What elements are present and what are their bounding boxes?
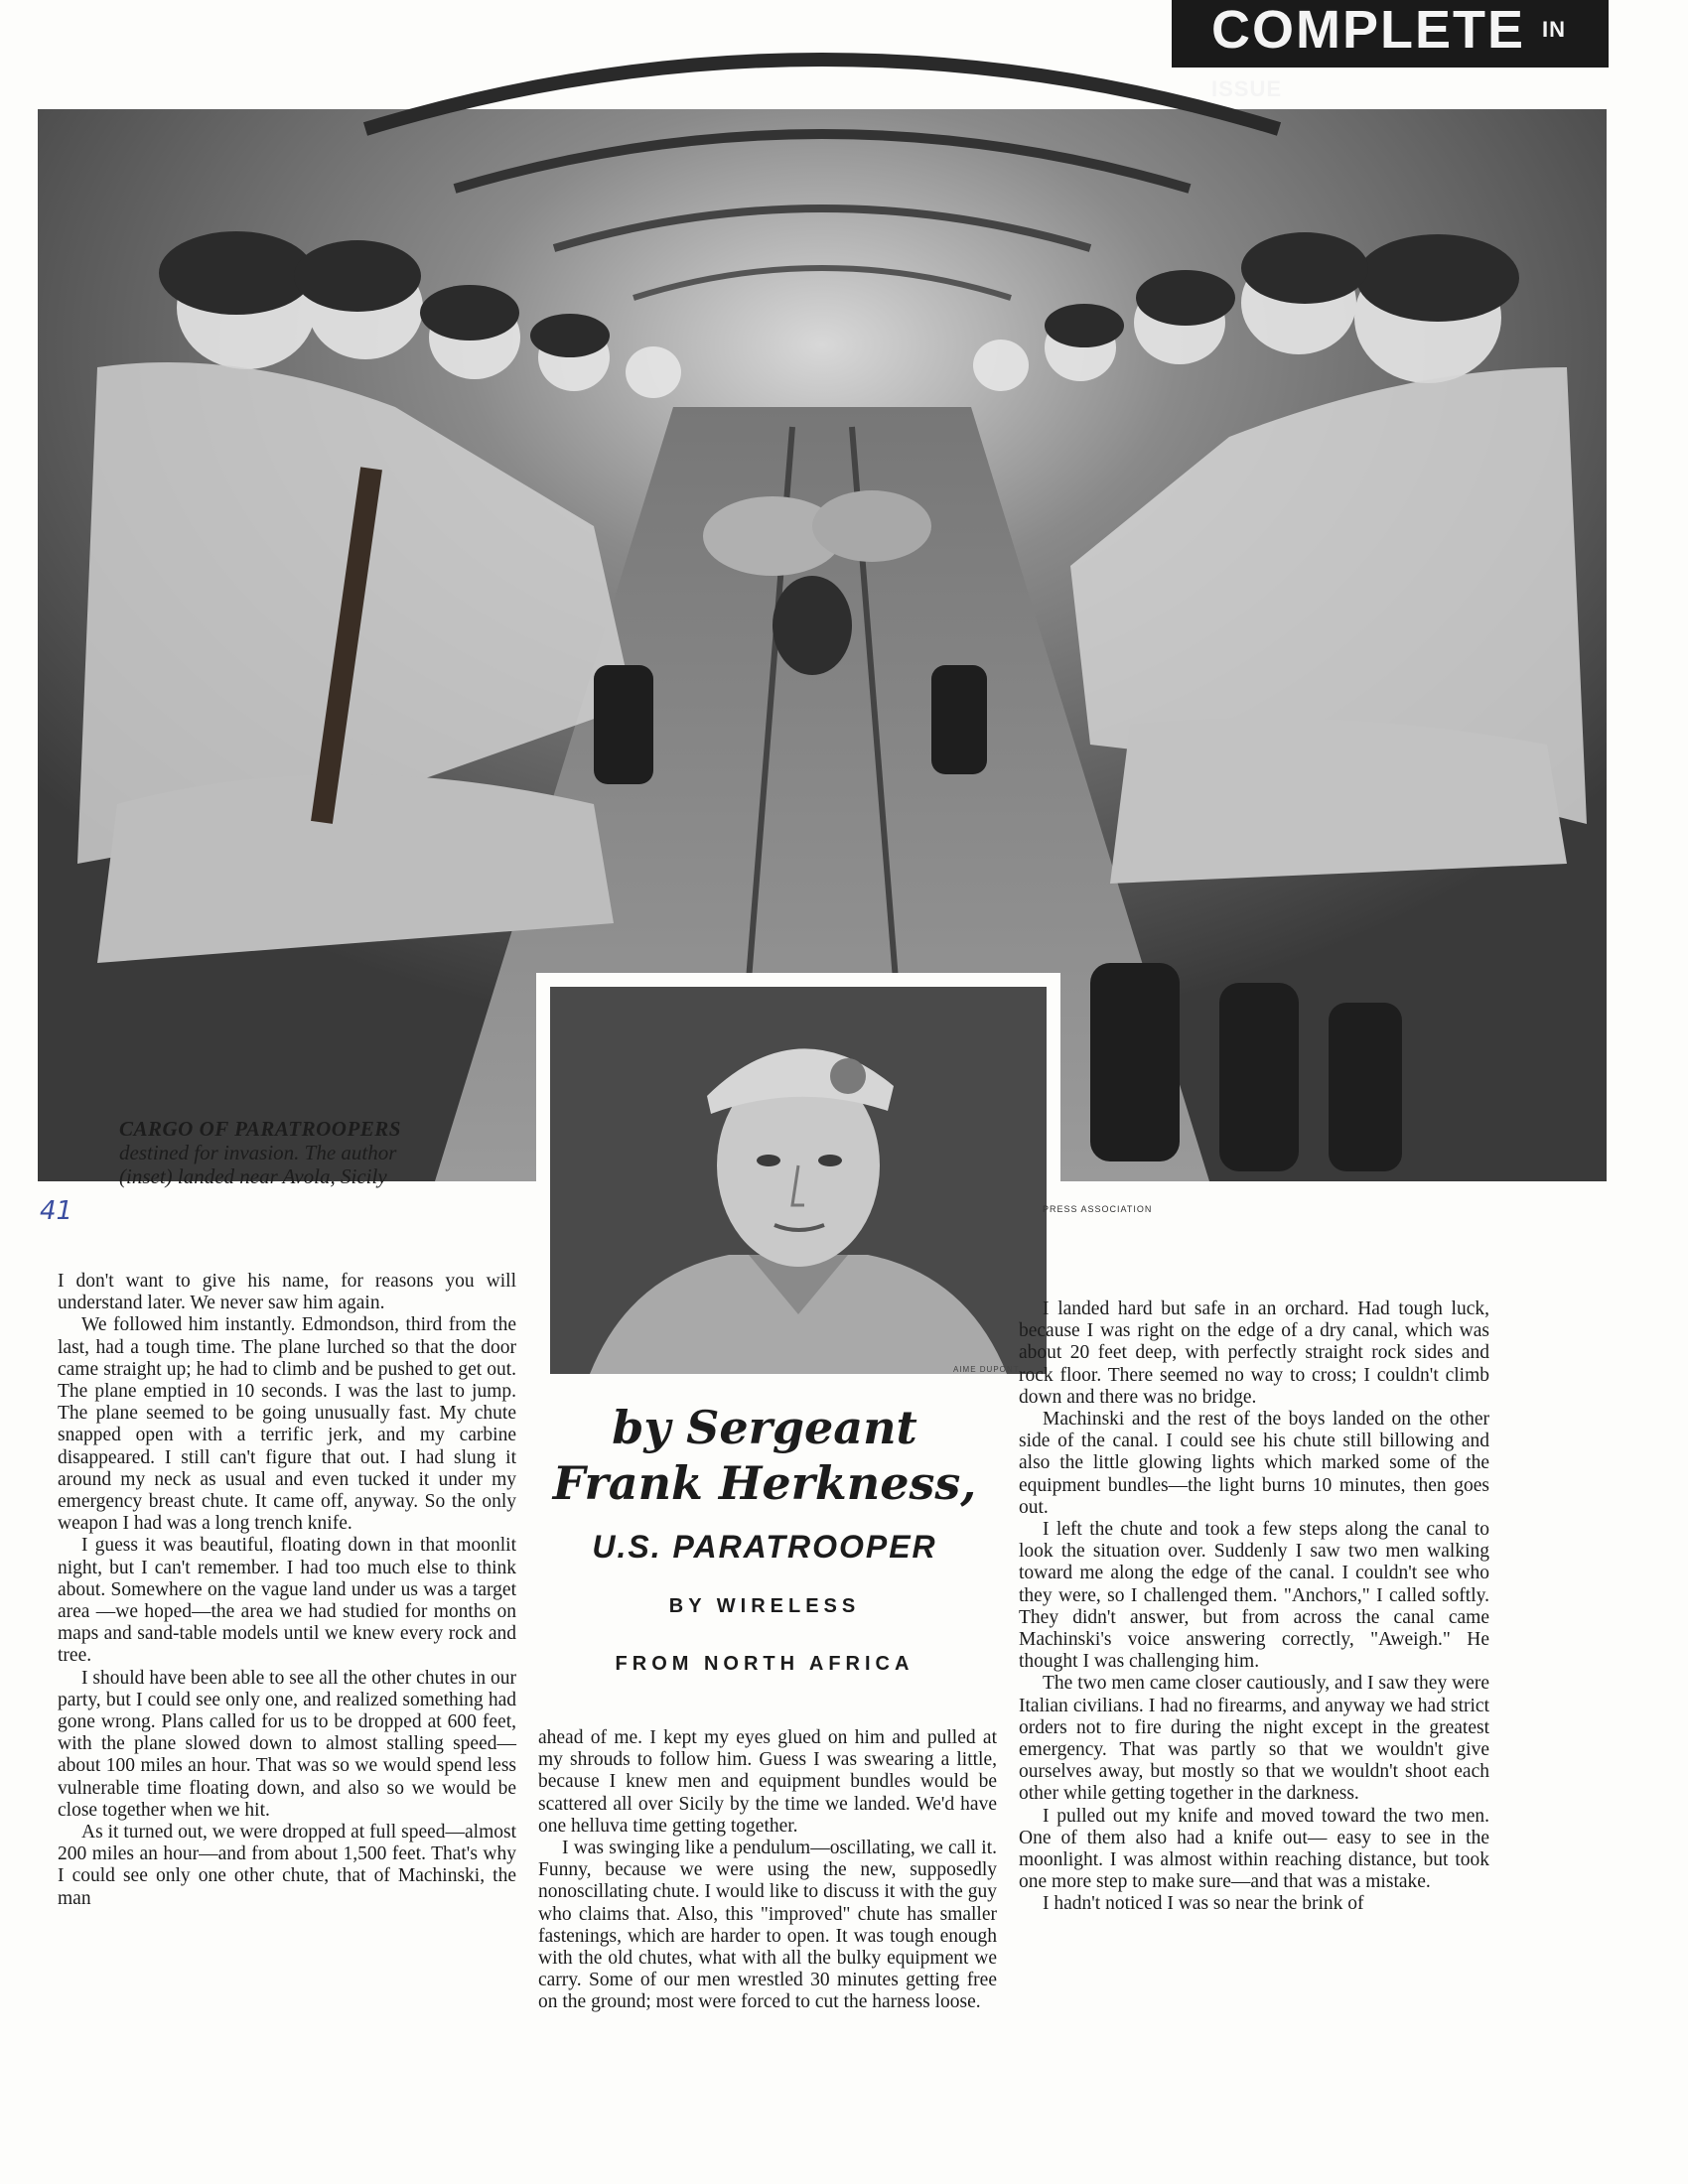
byline-wireless: BY WIRELESS <box>668 1595 861 1617</box>
paragraph: As it turned out, we were dropped at full speed—almost 200 miles an hour—and from about 1,500 feet. That's why I could see only one other chute, that of Machinski, the man <box>58 1822 516 1909</box>
caption-title: CARGO OF PARATROOPERS <box>119 1117 401 1141</box>
paragraph: The two men came closer cautiously, and I saw they were Italian civilians. I had no firearms, and anyway we had strict orders not to fire during the night except in the greatest emergency. That was partly so that we wouldn't give ourselves away, but mostly so that we wouldn't shoot each other while getting together in the darkness. <box>1019 1673 1489 1805</box>
author-portrait-inset <box>536 973 1060 1388</box>
paragraph: We followed him instantly. Edmondson, third from the last, had a tough time. The plane lurched so that the door came straight up; he had to climb and be pushed to get out. The plane emptied in 10 seconds. I was the last to jump. The plane seemed to be going unusually fast. My chute snapped open with a terrific jerk, and my carbine disappeared. I still can't figure that out. I had slung it around my neck as usual and even tucked it under my emergency breast chute. It came off, anyway. So the only weapon I had was a long trench knife. <box>58 1314 516 1535</box>
photo-credit: PRESS ASSOCIATION <box>1043 1204 1153 1214</box>
paragraph: I left the chute and took a few steps along the canal to look the situation over. Suddenly I saw two men walking toward me along the edge of the canal. I couldn't see who they were, so I challenged them. "Anchors," I called softly. They didn't answer, but from across the canal came Machinski's voice answering correctly, "Aweigh." He thought I was challenging him. <box>1019 1519 1489 1673</box>
paragraph: I landed hard but safe in an orchard. Had tough luck, because I was right on the edge of a dry canal, which was about 20 feet deep, with perfectly straight rock sides and rock floor. There seemed no way to cross; I couldn't climb down and there was no bridge. <box>1019 1298 1489 1408</box>
byline-role: U.S. PARATROOPER <box>592 1529 937 1565</box>
caption-line-2: (inset) landed near Avola, Sicily <box>119 1164 387 1188</box>
banner-small-text: IN ISSUE <box>1211 17 1567 101</box>
banner-text: COMPLETE <box>1211 0 1526 60</box>
article-column-1 <box>58 1271 516 1910</box>
byline-block <box>546 1400 983 1681</box>
paragraph: Machinski and the rest of the boys landed on the other side of the canal. I could see his chute still billowing and also the little glowing lights which marked some of the equipment bundles—the light burns 10 minutes, then goes out. <box>1019 1409 1489 1518</box>
inset-photo-credit: AIME DUPONT <box>953 1365 1020 1374</box>
paragraph: I don't want to give his name, for reasons you will understand later. We never saw him again. <box>58 1271 516 1314</box>
byline-origin: FROM NORTH AFRICA <box>615 1653 914 1675</box>
paragraph: I should have been able to see all the other chutes in our party, but I could see only one, and realized something had gone wrong. Plans called for us to be dropped at 600 feet, with the plane slowed down to almost stalling speed—about 100 miles an hour. That was so we would spend less vulnerable time floating down, and also so we would be close together when we hit. <box>58 1667 516 1821</box>
byline-by: by Sergeant <box>612 1401 917 1454</box>
paragraph: I guess it was beautiful, floating down in that moonlit night, but I can't remember. I had too much else to think about. Somewhere on the vague land under us was a target area —we hoped—the area we had studied for months on maps and sand-table models until we knew every rock and tree. <box>58 1535 516 1667</box>
handwritten-page-number: 41 <box>40 1196 73 1226</box>
complete-banner <box>1172 0 1609 101</box>
author-portrait-image <box>550 987 1047 1374</box>
caption-line-1: destined for invasion. The author <box>119 1141 397 1164</box>
paragraph: I pulled out my knife and moved toward the two men. One of them also had a knife out— easy to see in the moonlight. I was almost within reaching distance, but took one more step to make sure—and that was a mistake. <box>1019 1805 1489 1893</box>
paragraph: I was swinging like a pendulum—oscillating, we call it. Funny, because we were using the new, supposedly nonoscillating chute. I would like to discuss it with the guy who claims that. Also, this "improved" chute has smaller fastenings, which are harder to open. It was tough enough with the old chutes, what with all the bulky equipment we carry. Some of our men wrestled 30 minutes getting free on the ground; most were forced to cut the harness loose. <box>538 1838 997 2013</box>
article-column-2 <box>538 1727 997 2014</box>
paragraph: I hadn't noticed I was so near the brink of <box>1043 1893 1364 1915</box>
article-column-3 <box>1019 1298 1489 1916</box>
photo-caption <box>119 1117 516 1188</box>
byline-author-name: Frank Herkness, <box>552 1456 977 1510</box>
paragraph: ahead of me. I kept my eyes glued on him and pulled at my shrouds to follow him. Guess I was swearing a little, because I knew men and equipment bundles would be scattered all over Sicily by the time we landed. We'd have one helluva time getting together. <box>538 1727 997 1837</box>
